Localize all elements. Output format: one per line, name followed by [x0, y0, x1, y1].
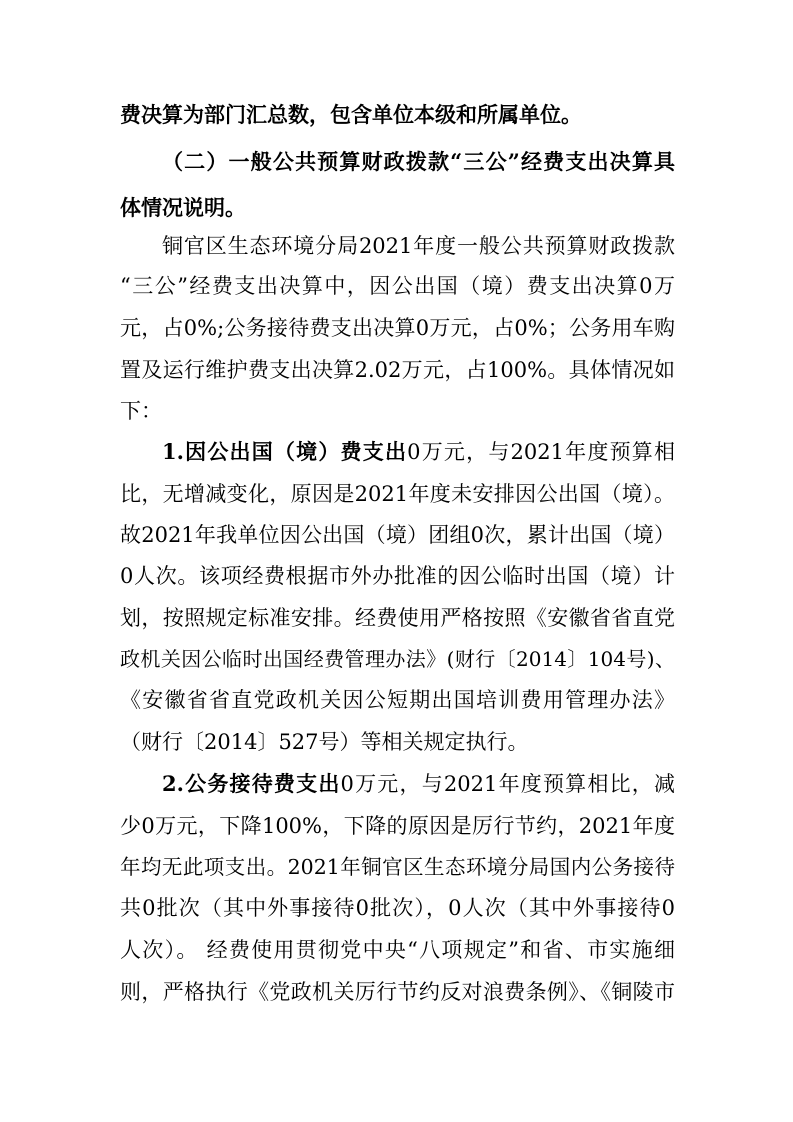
item-heading-line-1	[162, 432, 675, 472]
text-line-16: （财行〔2014〕527号）等相关规定执行。	[120, 730, 529, 754]
text-line-1: 费决算为部门汇总数，包含单位本级和所属单位。	[120, 102, 582, 127]
text-line-4: 铜官区生态环境分局2021年度一般公共预算财政拨款	[162, 234, 675, 258]
text-line-20: 共0批次（其中外事接待0批次），0人次（其中外事接待0	[120, 896, 675, 920]
item-2-rest: 0万元，与2021年度预算相比，减	[340, 772, 675, 796]
text-line-19: 年均无此项支出。2021年铜官区生态环境分局国内公务接待	[120, 855, 675, 879]
text-line-14: 政机关因公临时出国经费管理办法》(财行〔2014〕104号)、	[120, 647, 675, 671]
text-line-18: 少0万元，下降100%，下降的原因是厉行节约，2021年度	[120, 814, 675, 838]
text-line-10: 比，无增减变化，原因是2021年度未安排因公出国（境）。	[120, 482, 675, 506]
text-line-8: 下：	[120, 399, 162, 423]
section-heading-line-1: （二）一般公共预算财政拨款“三公”经费支出决算具	[162, 149, 675, 174]
text-line-15: 《安徽省省直党政机关因公短期出国培训费用管理办法》	[120, 688, 675, 712]
text-line-12: 0人次。该项经费根据市外办批准的因公临时出国（境）计	[120, 564, 675, 588]
text-line-7: 置及运行维护费支出决算2.02万元，占100%。具体情况如	[120, 358, 675, 382]
item-2-title: 2.公务接待费支出	[162, 771, 341, 796]
text-line-13: 划，按照规定标准安排。经费使用严格按照《安徽省省直党	[120, 606, 675, 630]
text-line-5: “三公”经费支出决算中，因公出国（境）费支出决算0万	[120, 274, 675, 298]
text-line-6: 元，占0%;公务接待费支出决算0万元，占0%；公务用车购	[120, 316, 675, 340]
item-1-title: 1.因公出国（境）费支出	[162, 439, 408, 464]
item-1-rest: 0万元，与2021年度预算相	[407, 440, 675, 464]
section-heading-line-2: 体情况说明。	[120, 195, 246, 220]
item-heading-line-2	[162, 764, 675, 804]
text-line-22: 则，严格执行《党政机关厉行节约反对浪费条例》、《铜陵市	[120, 980, 675, 1004]
text-line-11: 故2021年我单位因公出国（境）团组0次，累计出国（境）	[120, 523, 675, 547]
text-line-21: 人次）。 经费使用贯彻党中央“八项规定”和省、市实施细	[120, 938, 675, 962]
